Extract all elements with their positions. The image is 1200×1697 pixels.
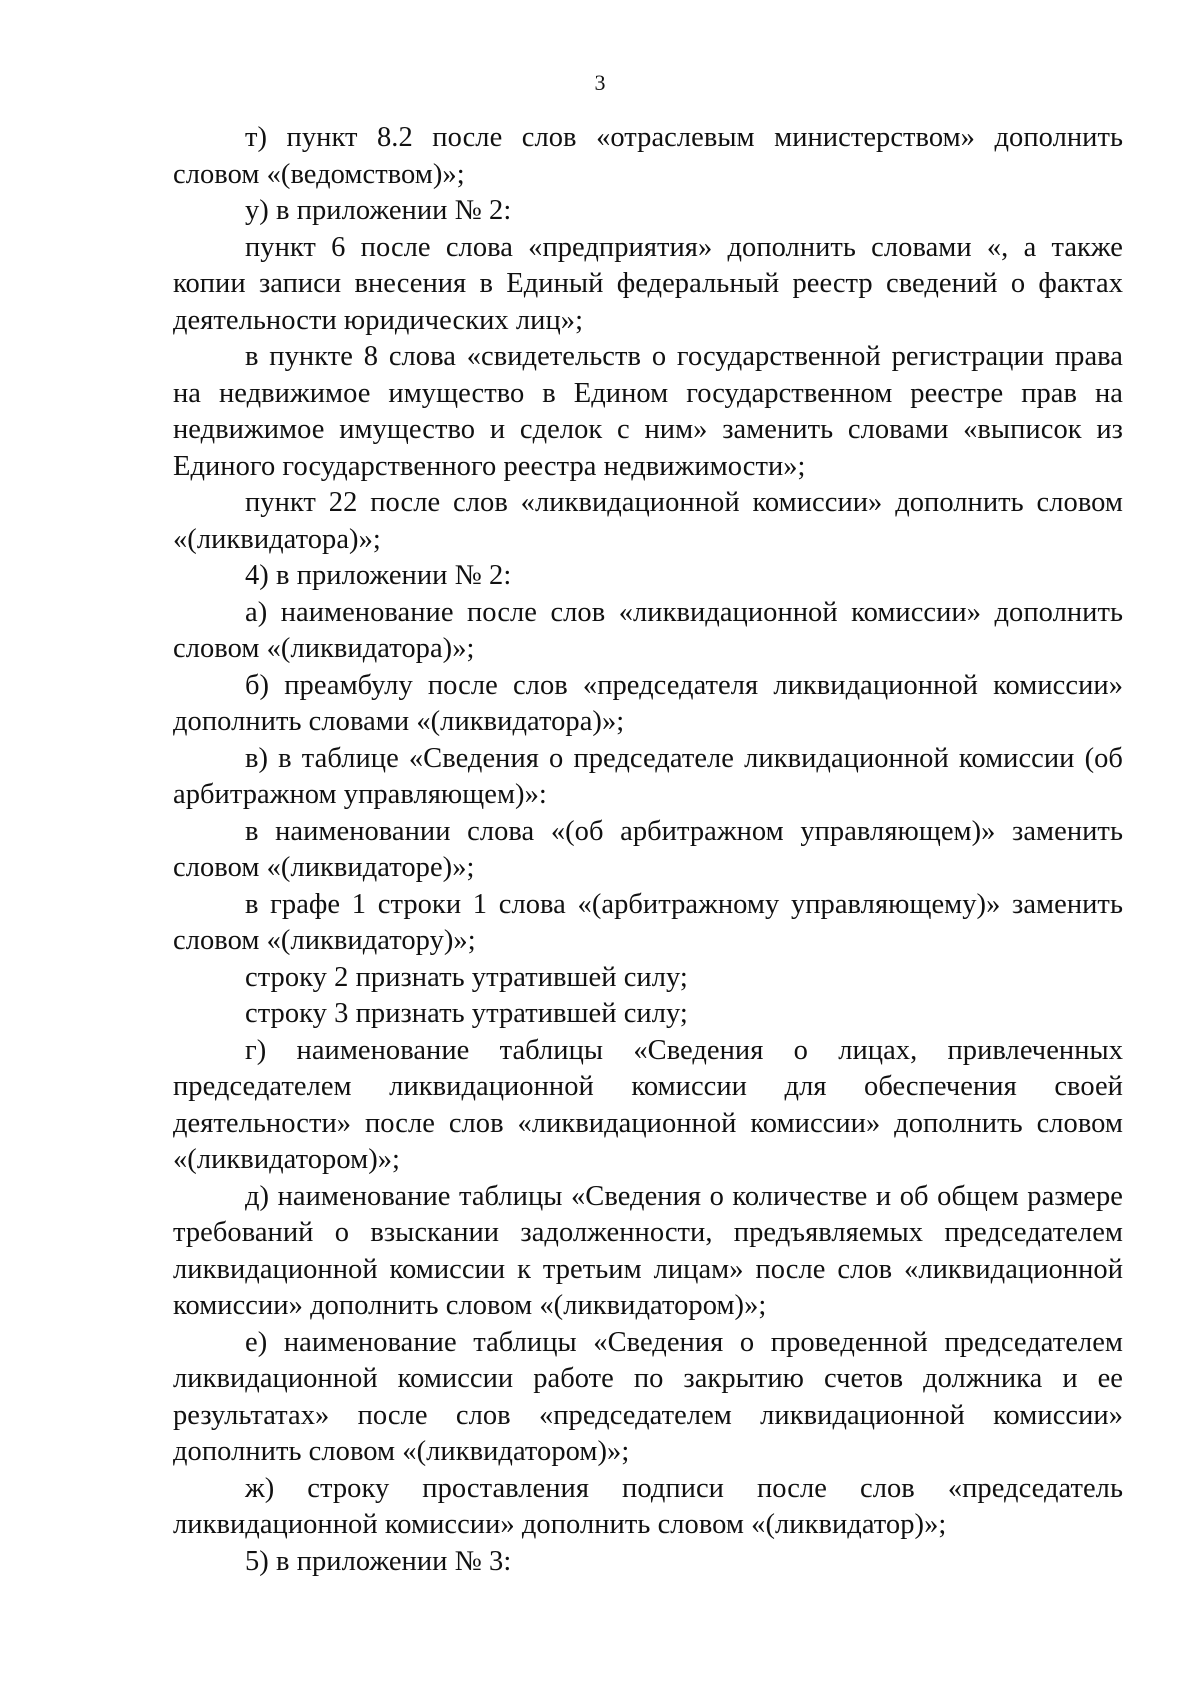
paragraph-g-item: г) наименование таблицы «Сведения о лицах, привлеченных председателем ликвидационной комиссии для обеспечения своей деятельности» после слов «ликвидационной комиссии» дополнить словом «(ликвидатором)»; [173,1034,1123,1175]
paragraph-section-4: 4) в приложении № 2: [245,560,512,591]
paragraph-b-item: б) преамбулу после слов «председателя ликвидационной комиссии» дополнить словами «(ликвидатора)»; [173,669,1123,737]
paragraph-a-item: а) наименование после слов «ликвидационной комиссии» дополнить словом «(ликвидатора)»; [173,596,1123,664]
page-number: 3 [594,70,606,95]
paragraph-item-8: в пункте 8 слова «свидетельств о государственной регистрации права на недвижимое имущество в Едином государственном реестре прав на недвижимое имущество и сделок с ним» заменить словами «выписок из Единого государственного реестра недвижимости»; [173,341,1123,482]
paragraph-item-22: пункт 22 после слов «ликвидационной комиссии» дополнить словом «(ликвидатора)»; [173,487,1123,555]
paragraph-e-item: е) наименование таблицы «Сведения о проведенной председателем ликвидационной комиссии работе по закрытию счетов должника и ее результатах» после слов «председателем ликвидационной комиссии» дополнить словом «(ликвидатором)»; [173,1326,1123,1467]
paragraph-v-item: в) в таблице «Сведения о председателе ликвидационной комиссии (об арбитражном управляющем)»: [173,742,1123,810]
paragraph-d-item: д) наименование таблицы «Сведения о количестве и об общем размере требований о взыскании задолженности, предъявляемых председателем ликвидационной комиссии к третьим лицам» после слов «ликвидационной комиссии» дополнить словом «(ликвидатором)»; [173,1180,1123,1321]
paragraph-item-6: пункт 6 после слова «предприятия» дополнить словами «, а также копии записи внесения в Единый федеральный реестр сведений о фактах деятельности юридических лиц»; [173,231,1123,336]
paragraph-zh-item: ж) строку проставления подписи после слов «председатель ликвидационной комиссии» дополнить словом «(ликвидатор)»; [173,1472,1123,1540]
document-body [173,120,1123,1580]
paragraph-u-item: у) в приложении № 2: [245,195,512,226]
paragraph-section-5: 5) в приложении № 3: [245,1545,512,1577]
paragraph-row-3-repeal: строку 3 признать утратившей силу; [245,998,688,1029]
paragraph-t-item: т) пункт 8.2 после слов «отраслевым министерством» дополнить словом «(ведомством)»; [173,122,1123,190]
paragraph-naming-change: в наименовании слова «(об арбитражном управляющем)» заменить словом «(ликвидаторе)»; [173,815,1123,883]
paragraph-row-2-repeal: строку 2 признать утратившей силу; [245,961,688,993]
paragraph-column-1-change: в графе 1 строки 1 слова «(арбитражному управляющему)» заменить словом «(ликвидатору)»; [173,888,1123,956]
